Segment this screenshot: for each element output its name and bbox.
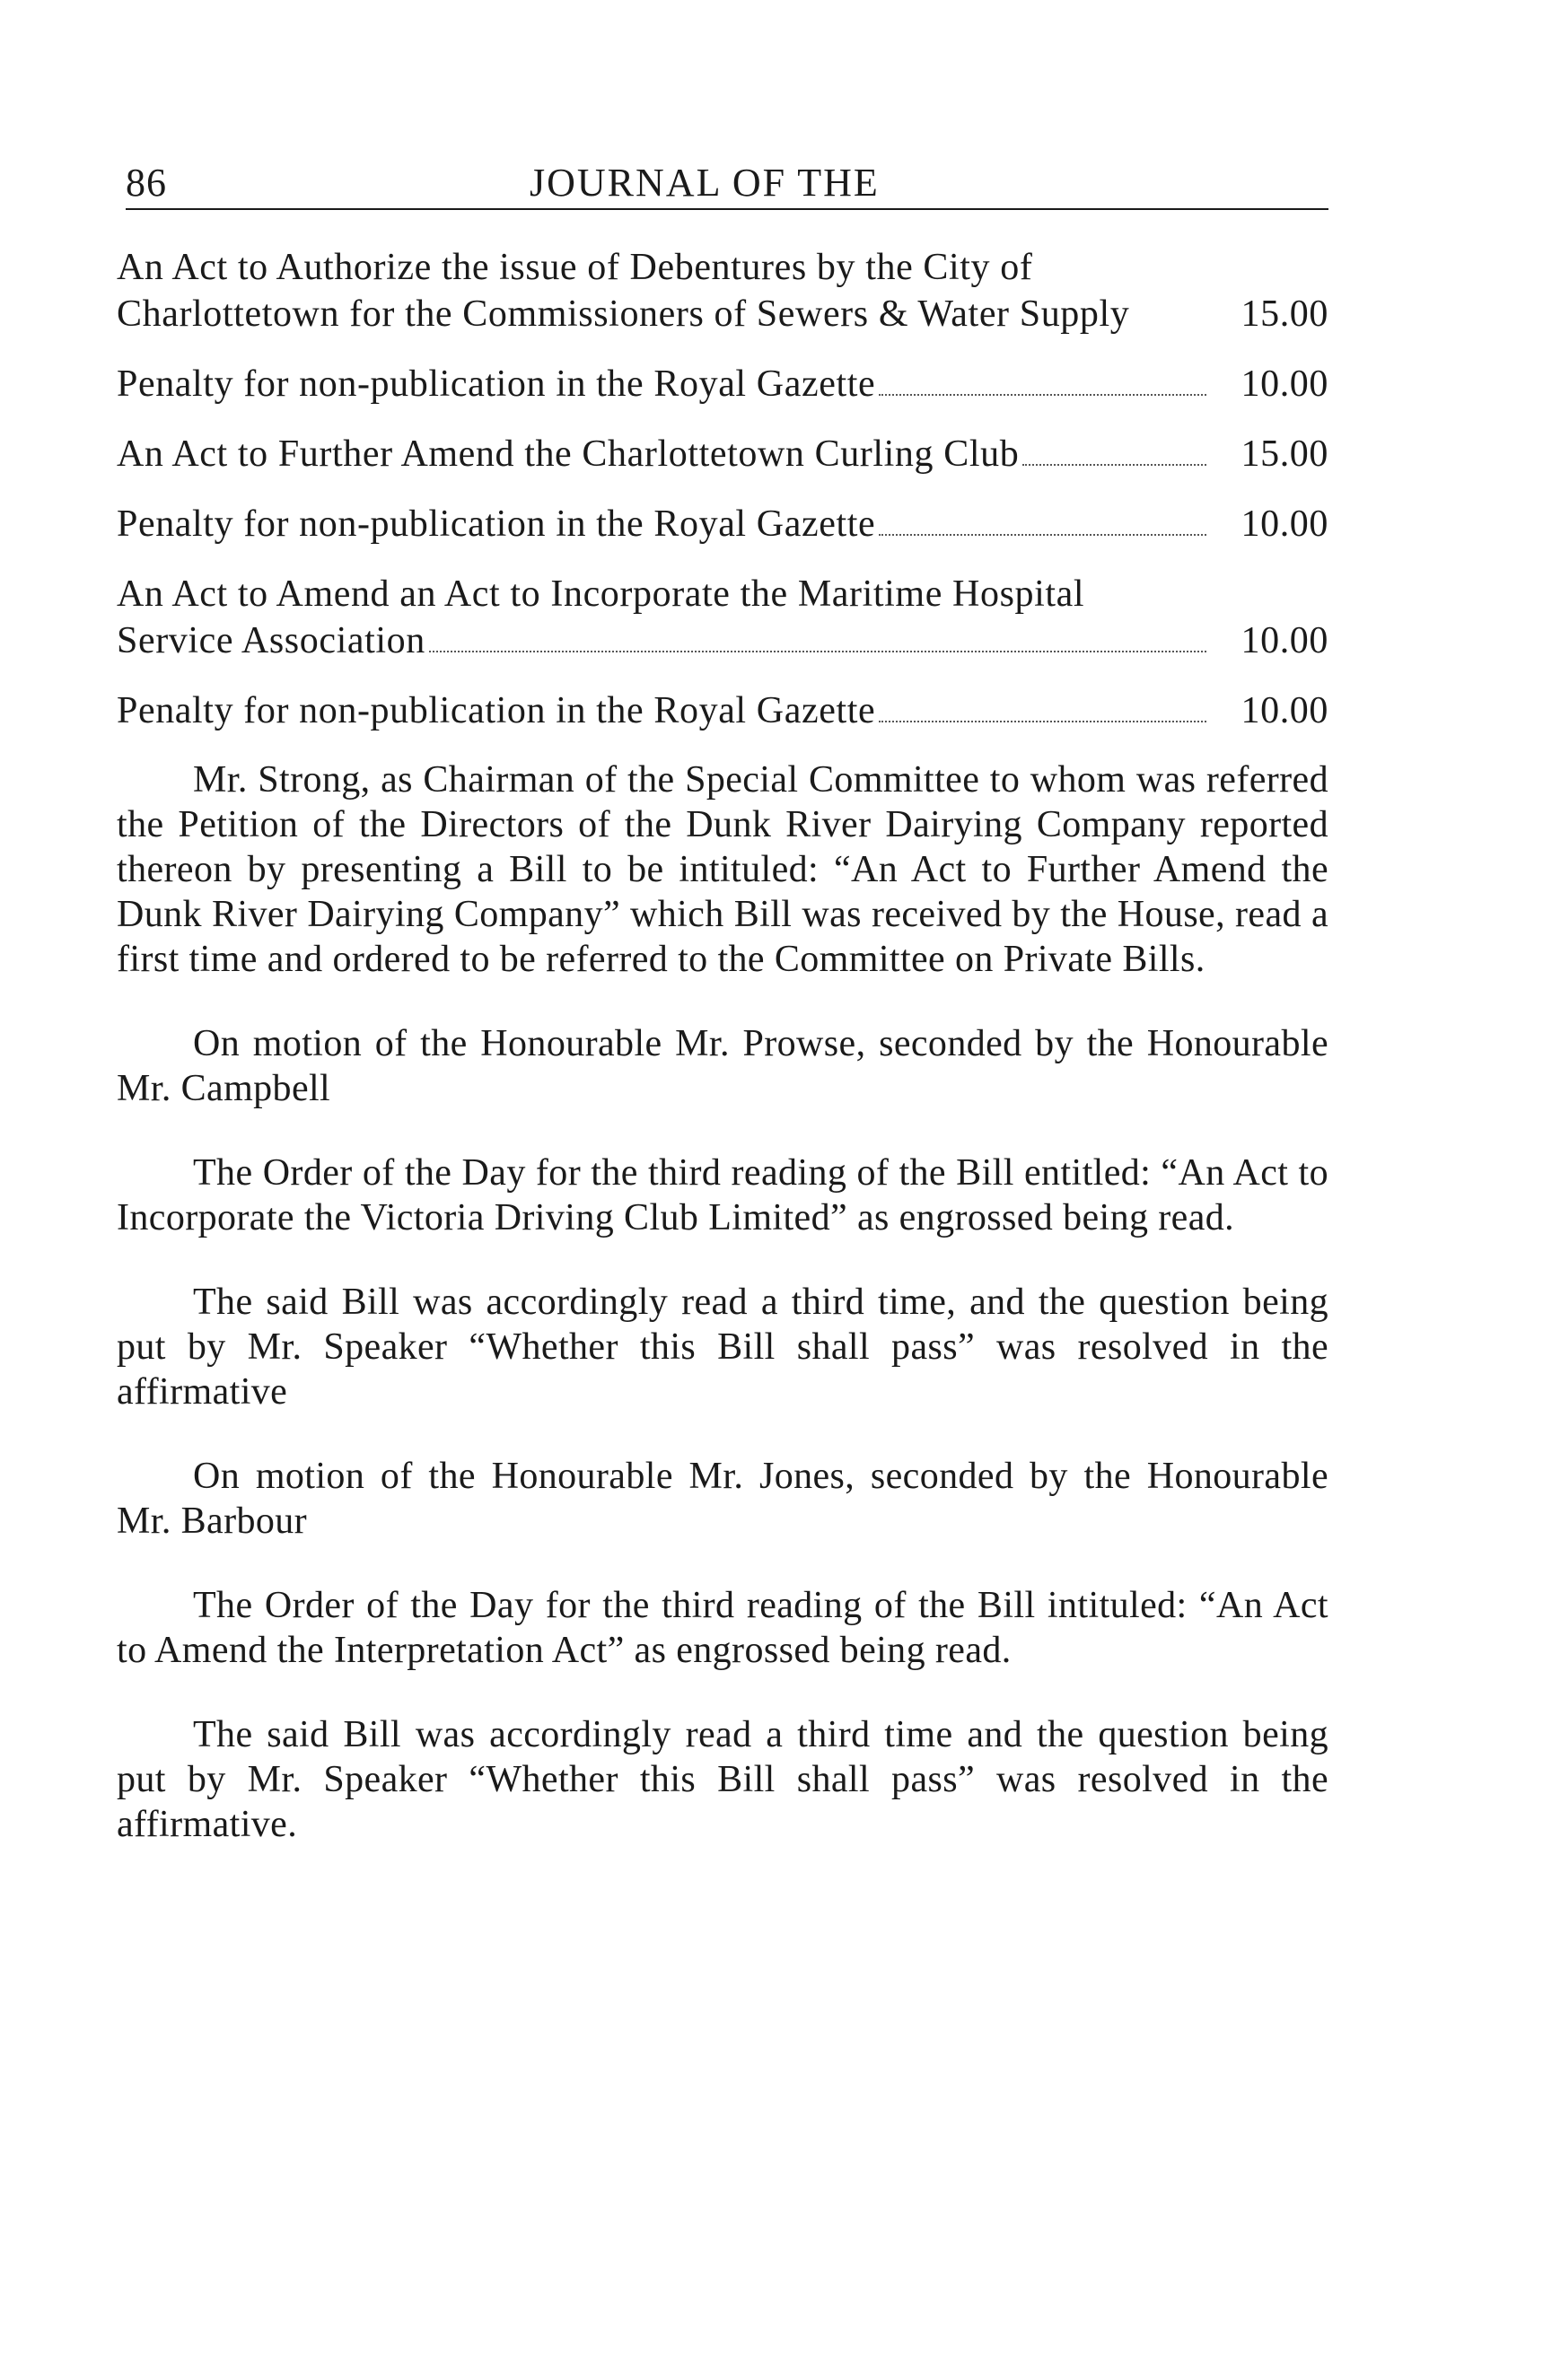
- fee-amount: 10.00: [1241, 503, 1328, 545]
- dot-leader: [879, 721, 1206, 722]
- resolution-paragraph: The said Bill was accordingly read a third time and the question being put by Mr. Speaker “Whether this Bill shall pass” was resolved in the affirmative.: [117, 1714, 1328, 1845]
- dot-leader: [879, 534, 1206, 536]
- fee-row: [117, 291, 1328, 337]
- fee-item: [117, 687, 1328, 734]
- journal-page: [117, 144, 1328, 1886]
- fee-description-line: An Act to Amend an Act to Incorporate the Maritime Hospital: [117, 573, 1085, 615]
- fee-item: [117, 571, 1328, 664]
- resolution-paragraph: The said Bill was accordingly read a third time, and the question being put by Mr. Speaker “Whether this Bill shall pass” was resolved in the affirmative: [117, 1282, 1328, 1413]
- fee-description: Penalty for non-publication in the Royal Gazette: [117, 503, 876, 545]
- fee-row: [117, 361, 1328, 407]
- order-of-day-paragraph: The Order of the Day for the third reading of the Bill intituled: “An Act to Amend the Interpretation Act” as engrossed being read.: [117, 1585, 1328, 1671]
- fee-row: [117, 687, 1328, 734]
- fee-list: [117, 244, 1328, 734]
- header-rule: [126, 208, 1328, 210]
- fee-description-line: An Act to Authorize the issue of Debentures by the City of: [117, 247, 1033, 288]
- committee-report-paragraph: Mr. Strong, as Chairman of the Special Committee to whom was referred the Petition of the Directors of the Dunk River Dairying Company reported thereon by presenting a Bill to be intituled: “An Act to Further Amend the Dunk River Dairying Company” which Bill was received by the House, read a first time and ordered to be referred to the Committee on Private Bills.: [117, 759, 1328, 980]
- fee-description: Service Association: [117, 620, 425, 661]
- fee-row: [117, 431, 1328, 477]
- dot-leader: [879, 394, 1206, 396]
- motion-paragraph: On motion of the Honourable Mr. Prowse, seconded by the Honourable Mr. Campbell: [117, 1023, 1328, 1109]
- fee-description: Charlottetown for the Commissioners of Sewers & Water Supply: [117, 293, 1130, 335]
- fee-amount: 15.00: [1241, 433, 1328, 475]
- fee-item: [117, 361, 1328, 407]
- fee-amount: 15.00: [1241, 293, 1328, 335]
- dot-leader: [429, 651, 1206, 652]
- page-number: 86: [126, 161, 167, 205]
- fee-amount: 10.00: [1241, 363, 1328, 405]
- journal-body: [117, 757, 1328, 1847]
- fee-row: [117, 617, 1328, 664]
- fee-amount: 10.00: [1241, 620, 1328, 661]
- motion-paragraph: On motion of the Honourable Mr. Jones, seconded by the Honourable Mr. Barbour: [117, 1456, 1328, 1542]
- fee-description: An Act to Further Amend the Charlottetown Curling Club: [117, 433, 1020, 475]
- fee-description: Penalty for non-publication in the Royal Gazette: [117, 363, 876, 405]
- page-header: [117, 144, 1328, 215]
- fee-item: [117, 431, 1328, 477]
- running-title: JOURNAL OF THE: [530, 161, 880, 205]
- dot-leader: [1022, 464, 1206, 466]
- fee-description: Penalty for non-publication in the Royal Gazette: [117, 690, 876, 731]
- order-of-day-paragraph: The Order of the Day for the third reading of the Bill entitled: “An Act to Incorporate the Victoria Driving Club Limited” as engrossed being read.: [117, 1152, 1328, 1238]
- fee-item: [117, 501, 1328, 547]
- fee-amount: 10.00: [1241, 690, 1328, 731]
- fee-item: [117, 244, 1328, 337]
- fee-row: [117, 501, 1328, 547]
